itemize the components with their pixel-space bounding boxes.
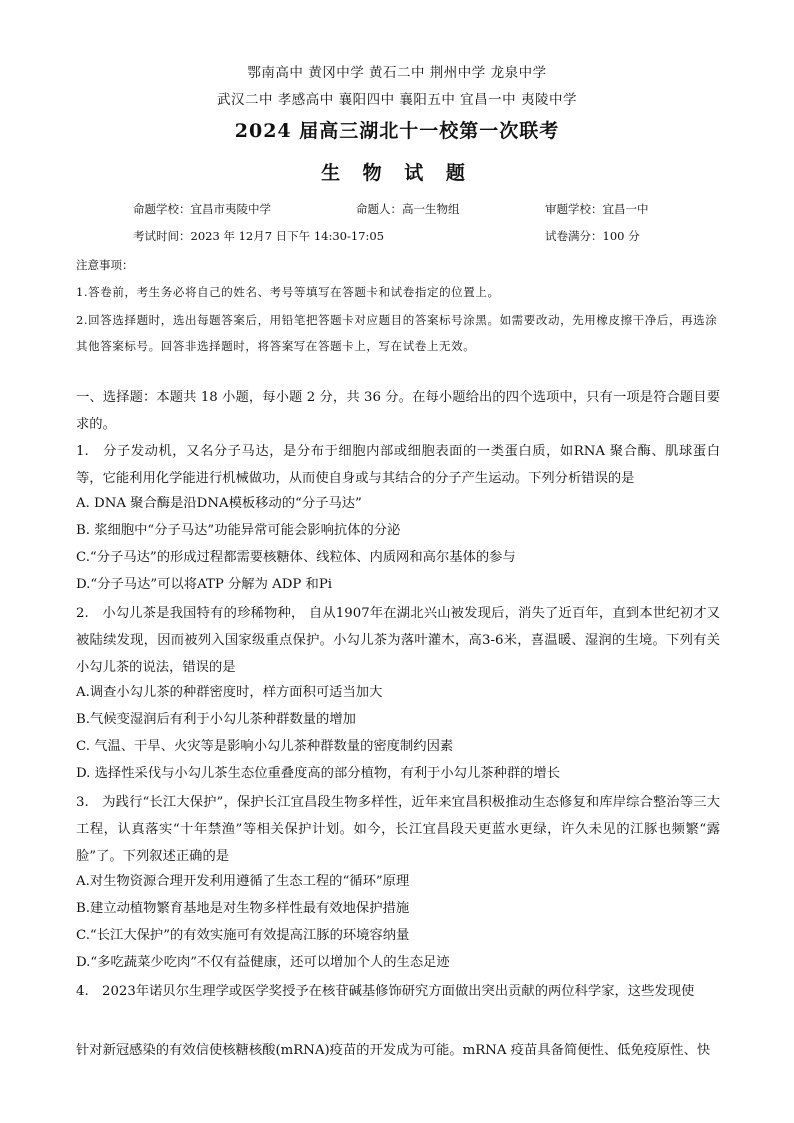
schools-line-2: 武汉二中 孝感高中 襄阳四中 襄阳五中 宜昌一中 夷陵中学 xyxy=(217,92,577,108)
question-2-option-d: D. 选择性采伐与小勾儿茶生态位重叠度高的部分植物，有利于小勾儿茶种群的增长 xyxy=(76,766,561,781)
question-2-option-a: A.调查小勾儿茶的种群密度时，样方面积可适当加大 xyxy=(76,685,383,700)
section-intro: 一、选择题：本题共 18 小题，每小题 2 分，共 36 分。在每小题给出的四个选项中，只有一项是符合题目要求的。 xyxy=(76,390,720,432)
exam-time: 考试时间：2023 年 12月7 日下午 14:30-17:05 xyxy=(133,229,385,243)
question-3-option-b: B.建立动植物繁育基地是对生物多样性最有效地保护措施 xyxy=(76,901,410,916)
question-2-stem: 2. 小勾儿茶是我国特有的珍稀物种， 自从1907年在湖北兴山被发现后，消失了近百年，直到本世纪初才又被陆续发现，因而被列入国家级重点保护。小勾儿茶为落叶灌木，高3-6米，喜温暖、湿润的生境。下列有关小勾儿茶的说法，错误的是 xyxy=(76,606,720,675)
question-3-option-a: A.对生物资源合理开发利用遵循了生态工程的“循环”原理 xyxy=(76,874,410,889)
note-item: 1.答卷前，考生务必将自己的姓名、考号等填写在答题卡和试卷指定的位置上。 xyxy=(76,285,500,299)
question-4-stem-line-1: 4. 2023年诺贝尔生理学或医学奖授予在核苷碱基修饰研究方面做出突出贡献的两位科学家，这些发现使 xyxy=(76,984,695,999)
reviewer-school: 审题学校：宜昌一中 xyxy=(545,202,649,216)
full-score: 试卷满分：100 分 xyxy=(545,229,640,243)
question-3-stem: 3. 为践行“长江大保护”，保护长江宜昌段生物多样性，近年来宜昌积极推动生态修复和库岸综合整治等三大工程，认真落实“十年禁渔”等相关保护计划。如今，长江宜昌段天更蓝水更绿，许久未见的江豚也频繁“露脸”了。下列叙述正确的是 xyxy=(76,795,720,864)
question-1-option-a: A. DNA 聚合酶是沿DNA模板移动的“分子马达” xyxy=(76,496,362,511)
question-1-option-b: B. 浆细胞中“分子马达”功能异常可能会影响抗体的分泌 xyxy=(76,523,401,538)
question-3-option-d: D.“多吃蔬菜少吃肉”不仅有益健康，还可以增加个人的生态足迹 xyxy=(76,955,450,970)
subject-title: 生 物 试 题 xyxy=(321,162,473,184)
notes-heading: 注意事项： xyxy=(76,258,134,272)
setter-school: 命题学校：宜昌市夷陵中学 xyxy=(133,202,271,216)
setter: 命题人：高一生物组 xyxy=(356,202,460,216)
schools-line-1: 鄂南高中 黄冈中学 黄石二中 荆州中学 龙泉中学 xyxy=(247,65,547,81)
question-3-option-c: C.“长江大保护”的有效实施可有效提高江豚的环境容纳量 xyxy=(76,928,410,943)
note-item: 2.回答选择题时，选出每题答案后，用铅笔把答题卡对应题目的答案标号涂黑。如需要改动，先用橡皮擦干净后，再选涂其他答案标号。回答非选择题时，将答案写在答题卡上，写在试卷上无效。 xyxy=(76,313,718,353)
exam-title: 2024 届高三湖北十一校第一次联考 xyxy=(234,120,560,142)
question-1-stem: 1. 分子发动机，又名分子马达，是分布于细胞内部或细胞表面的一类蛋白质，如RNA 聚合酶、肌球蛋白等，它能利用化学能进行机械做功，从而使自身或与其结合的分子产生运动。下列分析错误的是 xyxy=(76,444,720,486)
question-2-option-c: C. 气温、干旱、火灾等是影响小勾儿茶种群数量的密度制约因素 xyxy=(76,739,454,754)
question-1-option-c: C.“分子马达”的形成过程都需要核糖体、线粒体、内质网和高尔基体的参与 xyxy=(76,550,516,565)
question-1-option-d: D.“分子马达”可以将ATP 分解为 ADP 和Pi xyxy=(76,577,333,592)
question-4-stem-line-2: 针对新冠感染的有效信使核糖核酸(mRNA)疫苗的开发成为可能。mRNA 疫苗具备简便性、低免疫原性、快 xyxy=(76,1043,711,1058)
question-2-option-b: B.气候变湿润后有利于小勾儿茶种群数量的增加 xyxy=(76,712,356,727)
